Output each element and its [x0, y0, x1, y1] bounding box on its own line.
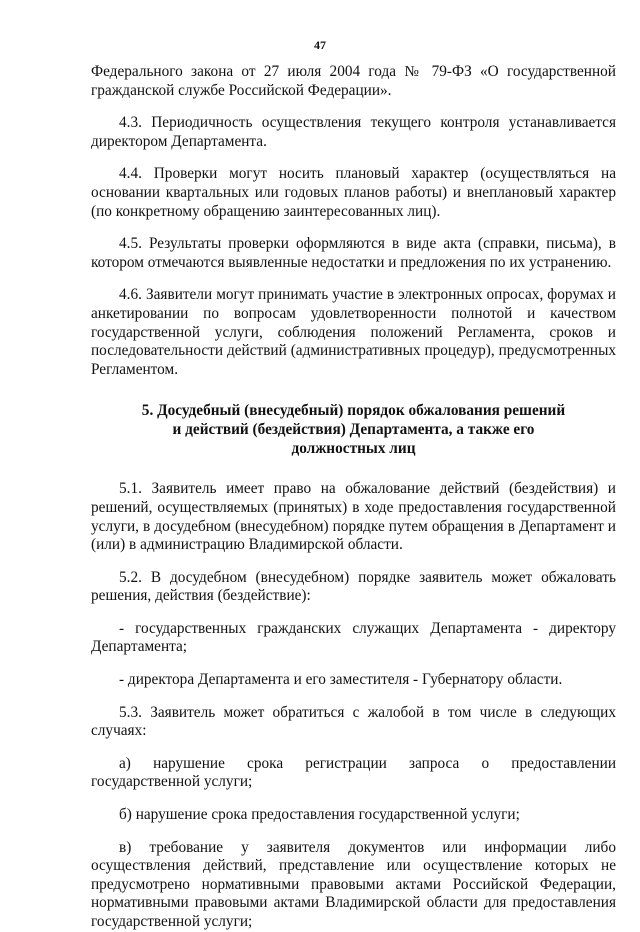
heading-line-3: должностных лиц [291, 440, 416, 458]
paragraph-5-2: 5.2. В досудебном (внесудебном) порядке заявитель может обжаловать решения, действия (бездействие): [91, 568, 616, 605]
heading-line-2: и действий (бездействия) Департамента, а также его [172, 421, 535, 439]
paragraph-4-4: 4.4. Проверки могут носить плановый характер (осуществляться на основании квартальных или годовых планов работы) и внеплановый характер (по конкретному обращению заинтересованных лиц). [91, 165, 616, 220]
document-body [91, 63, 616, 932]
paragraph-5-1: 5.1. Заявитель имеет право на обжалование действий (бездействия) и решений, осуществляемых (принятых) в ходе предоставления государственной услуги, в досудебном (внесудебном) порядке путем обращения в Департамент и (или) в администрацию Владимирской области. [91, 480, 616, 554]
list-item-v: в) требование у заявителя документов или информации либо осуществления действий, представление или осуществление которых не предусмотрено нормативными правовыми актами Российской Федерации, нормативными правовыми актами Владимирской области для предоставления государственной услуги; [91, 838, 616, 930]
section-5-heading [91, 401, 616, 458]
paragraph-5-3: 5.3. Заявитель может обратиться с жалобой в том числе в следующих случаях: [91, 703, 616, 740]
paragraph-4-5: 4.5. Результаты проверки оформляются в виде акта (справки, письма), в котором отмечаются выявленные недостатки и предложения по их устранению. [91, 235, 616, 271]
paragraph-continuation: Федерального закона от 27 июля 2004 года № 79-ФЗ «О государственной гражданской службе Российской Федерации». [91, 63, 616, 99]
list-item-director: - директора Департамента и его заместителя - Губернатору области. [119, 671, 563, 689]
list-item-a: а) нарушение срока регистрации запроса о предоставлении государственной услуги; [91, 754, 616, 791]
list-item-b: б) нарушение срока предоставления государственной услуги; [119, 806, 520, 824]
heading-line-1: 5. Досудебный (внесудебный) порядок обжалования решений [141, 402, 566, 420]
paragraph-4-3: 4.3. Периодичность осуществления текущего контроля устанавливается директором Департамента. [91, 114, 616, 150]
page-number: 47 [314, 38, 326, 52]
list-item-civil-servants: - государственных гражданских служащих Департамента - директору Департамента; [91, 619, 616, 656]
paragraph-4-6: 4.6. Заявители могут принимать участие в электронных опросах, форумах и анкетировании по вопросам удовлетворенности полнотой и качеством государственной услуги, соблюдения положений Регламента, сроков и последовательности действий (административных процедур), предусмотренных Регламентом. [91, 286, 616, 378]
